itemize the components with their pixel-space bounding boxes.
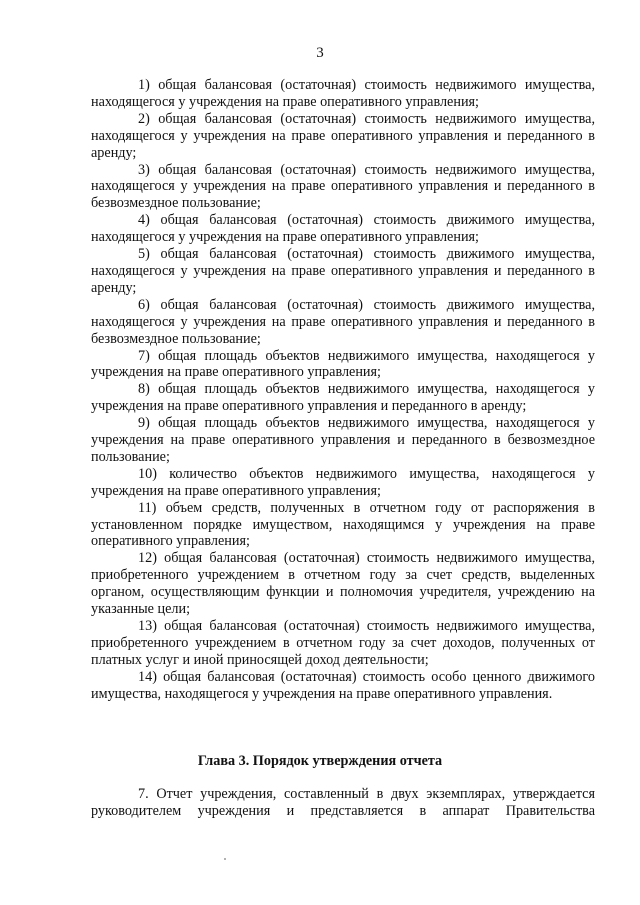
- list-item: 9) общая площадь объектов недвижимого имущества, находящегося у учреждения на праве оперативного управления и переданного в безвозмездное пользование;: [91, 415, 595, 465]
- list-item: 3) общая балансовая (остаточная) стоимость недвижимого имущества, находящегося у учреждения на праве оперативного управления и переданного в безвозмездное пользование;: [91, 161, 595, 212]
- list-item: 2) общая балансовая (остаточная) стоимость недвижимого имущества, находящегося у учреждения на праве оперативного управления и переданного в аренду;: [91, 110, 595, 161]
- scan-speck: [224, 858, 226, 860]
- list-item: 1) общая балансовая (остаточная) стоимость недвижимого имущества, находящегося у учреждения на праве оперативного управления;: [91, 77, 595, 110]
- list-item: 8) общая площадь объектов недвижимого имущества, находящегося у учреждения на праве оперативного управления и переданного в аренду;: [91, 381, 595, 415]
- list-item: 6) общая балансовая (остаточная) стоимость движимого имущества, находящегося у учреждения на праве оперативного управления и переданного в безвозмездное пользование;: [91, 296, 595, 347]
- paragraph-7: 7. Отчет учреждения, составленный в двух экземплярах, утверждается руководителем учреждения и представляется в аппарат Правительства: [91, 786, 595, 819]
- list-item: 7) общая площадь объектов недвижимого имущества, находящегося у учреждения на праве оперативного управления;: [91, 347, 595, 381]
- list-item: 5) общая балансовая (остаточная) стоимость движимого имущества, находящегося у учреждения на праве оперативного управления и переданного в аренду;: [91, 246, 595, 296]
- list-item: 4) общая балансовая (остаточная) стоимость движимого имущества, находящегося у учреждения на праве оперативного управления;: [91, 212, 595, 246]
- list-item: 14) общая балансовая (остаточная) стоимость особо ценного движимого имущества, находящегося у учреждения на праве оперативного управления.: [91, 668, 595, 702]
- page-number: 3: [316, 45, 324, 61]
- list-item: 13) общая балансовая (остаточная) стоимость недвижимого имущества, приобретенного учреждением в отчетном году за счет доходов, полученных от платных услуг и иной приносящей доход деятельности;: [91, 618, 595, 668]
- list-item: 10) количество объектов недвижимого имущества, находящегося у учреждения на праве оперативного управления;: [91, 465, 595, 499]
- chapter-heading: Глава 3. Порядок утверждения отчета: [197, 753, 443, 769]
- list-item: 11) объем средств, полученных в отчетном году от распоряжения в установленном порядке имуществом, находящимся у учреждения на праве оперативного управления;: [91, 499, 595, 550]
- list-item: 12) общая балансовая (остаточная) стоимость недвижимого имущества, приобретенного учреждением в отчетном году за счет средств, выделенных органом, осуществляющим функции и полномочия учредителя, учреждению на указанные цели;: [91, 550, 595, 618]
- chapter-body: [91, 786, 595, 820]
- property-indicators-list: [91, 77, 595, 703]
